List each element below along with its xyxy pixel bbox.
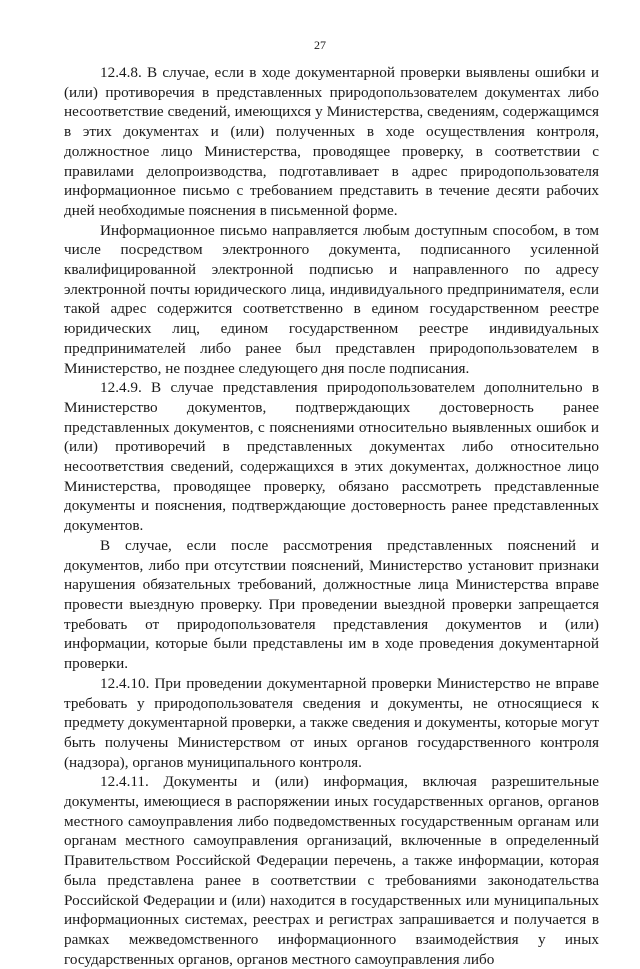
paragraph-info-letter: Информационное письмо направляется любым доступным способом, в том числе посредством электронного документа, подписанного усиленной квалифицированной электронной подписью и направленного по адресу электронной почты юридического лица, индивидуального предпринимателя, если такой адрес содержится соответственно в едином государственном реестре юридических лиц, едином государственном реестре индивидуальных предпринимателей либо ранее был представлен природопользователем в Министерство, не позднее следующего дня после подписания.	[64, 221, 599, 377]
paragraph-onsite-inspection: В случае, если после рассмотрения представленных пояснений и документов, либо при отсутствии пояснений, Министерство установит признаки нарушения обязательных требований, должностные лица Министерства вправе провести выездную проверку. При проведении выездной проверки запрещается требовать от природопользователя представления документов и (или) информации, которые были представлены им в ходе проведения документарной проверки.	[64, 536, 599, 673]
paragraph-12-4-11: 12.4.11. Документы и (или) информация, включая разрешительные документы, имеющиеся в распоряжении иных государственных органов, органов местного самоуправления либо подведомственных государственным органам или органам местного самоуправления организаций, включенные в определенный Правительством Российской Федерации перечень, а также информации, которая была представлена ранее в соответствии с требованиями законодательства Российской Федерации и (или) находится в государственных или муниципальных информационных системах, реестрах и регистрах запрашивается и получается в рамках межведомственного информационного взаимодействия у иных государственных органов, органов местного самоуправления либо	[64, 773, 599, 968]
document-body	[64, 63, 599, 969]
page-number: 27	[314, 38, 326, 52]
paragraph-12-4-8: 12.4.8. В случае, если в ходе документарной проверки выявлены ошибки и (или) противоречия в представленных природопользователем документах либо несоответствие сведений, имеющихся у Министерства, сведениям, содержащимся в этих документах и (или) полученных в ходе осуществления контроля, должностное лицо Министерства, проводящее проверку, в соответствии с правилами делопроизводства, подготавливает в адрес природопользователя информационное письмо с требованием представить в течение десяти рабочих дней необходимые пояснения в письменной форме.	[64, 64, 599, 219]
paragraph-12-4-9: 12.4.9. В случае представления природопользователем дополнительно в Министерство документов, подтверждающих достоверность ранее представленных документов, с пояснениями относительно выявленных ошибок и (или) противоречий в представленных документах либо относительно несоответствия сведений, содержащихся в этих документах, должностное лицо Министерства, проводящее проверку, обязано рассмотреть представленные документы и пояснения, подтверждающие достоверность ранее представленных документов.	[64, 379, 599, 535]
paragraph-12-4-10: 12.4.10. При проведении документарной проверки Министерство не вправе требовать у природопользователя сведения и документы, не относящиеся к предмету документарной проверки, а также сведения и документы, которые могут быть получены Министерством от иных органов государственного контроля (надзора), органов муниципального контроля.	[64, 674, 599, 771]
